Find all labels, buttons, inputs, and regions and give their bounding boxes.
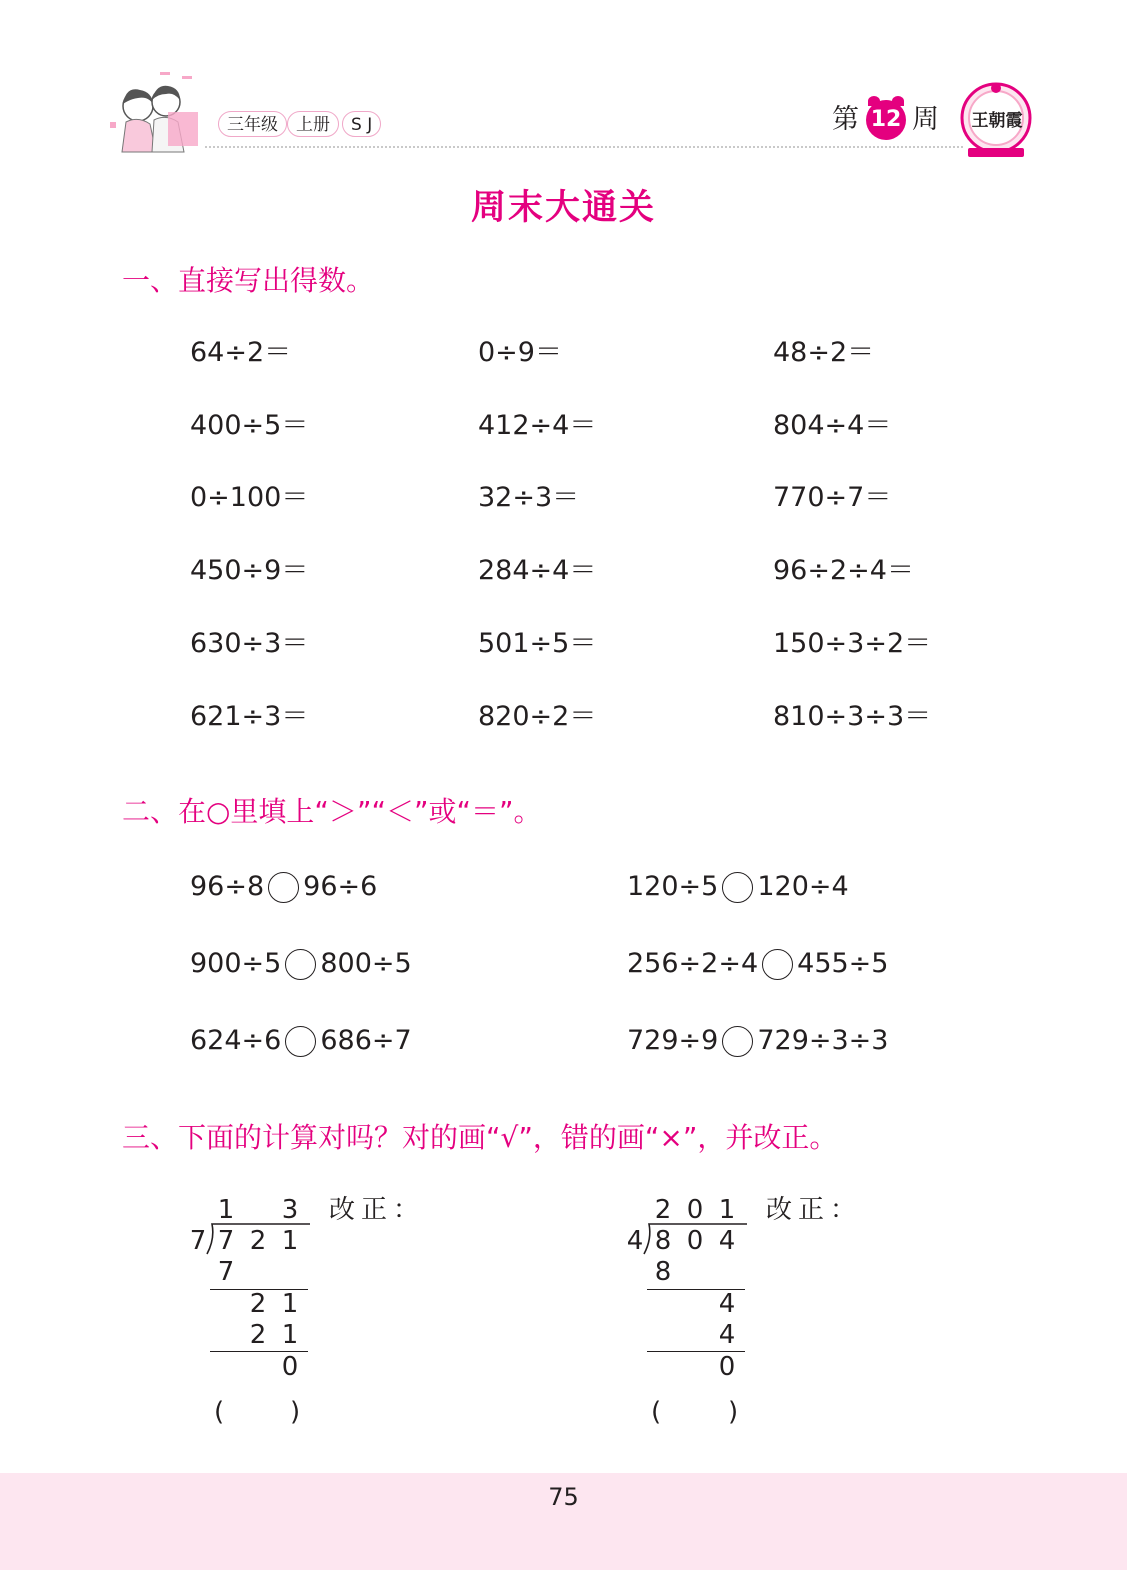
step-digit: 2: [249, 1320, 267, 1350]
answer-paren-close: ): [728, 1397, 739, 1427]
answer-circle[interactable]: [268, 872, 299, 903]
answer-circle[interactable]: [285, 949, 316, 980]
remainder-digit: 0: [718, 1352, 736, 1382]
answer-circle[interactable]: [762, 949, 793, 980]
expression: 810÷3÷3＝: [773, 701, 932, 732]
expression: 630÷3＝: [190, 628, 309, 659]
judgement-answer-box[interactable]: [232, 1398, 286, 1428]
expression: 64÷2＝: [190, 337, 292, 368]
expression: 501÷5＝: [478, 628, 597, 659]
week-number: 12: [870, 107, 902, 132]
children-illustration: [108, 72, 204, 156]
quotient-digit: 3: [281, 1195, 299, 1225]
dividend-digit: 7: [217, 1226, 235, 1256]
remainder-digit: 0: [281, 1352, 299, 1382]
logo-text: 王朝霞: [971, 111, 1023, 131]
quotient-digit: 1: [217, 1195, 235, 1225]
edition-tag: S J: [342, 111, 381, 137]
step-digit: 4: [718, 1289, 736, 1319]
expression: 0÷100＝: [190, 482, 309, 513]
dividend-digit: 2: [249, 1226, 267, 1256]
week-number-badge: [866, 100, 906, 140]
quotient-digit: 0: [686, 1195, 704, 1225]
correction-label: 改正：: [766, 1195, 863, 1225]
comparison-item: [190, 869, 377, 905]
long-division-2: [623, 1194, 753, 1394]
section3-heading: 三、下面的计算对吗？对的画“√”，错的画“×”，并改正。: [122, 1121, 838, 1154]
judgement-answer-box[interactable]: [669, 1398, 723, 1428]
dividend-digit: 4: [718, 1226, 736, 1256]
answer-paren-open: (: [651, 1397, 662, 1427]
step-digit: 4: [718, 1320, 736, 1350]
section1-heading: 一、直接写出得数。: [122, 264, 375, 297]
week-suffix: 周: [912, 104, 939, 135]
comparison-right: 800÷5: [320, 948, 412, 979]
expression: 450÷9＝: [190, 555, 309, 586]
expression: 284÷4＝: [478, 555, 597, 586]
comparison-right: 686÷7: [320, 1025, 412, 1056]
step-digit: 8: [654, 1257, 672, 1287]
step-digit: 7: [217, 1257, 235, 1287]
dividend-digit: 1: [281, 1226, 299, 1256]
expression: 804÷4＝: [773, 410, 892, 441]
divisor: 4: [626, 1226, 644, 1256]
quotient-digit: 2: [654, 1195, 672, 1225]
long-division-1: [186, 1194, 316, 1394]
comparison-item: [627, 946, 888, 982]
correction-label: 改正：: [329, 1195, 426, 1225]
week-prefix: 第: [832, 104, 859, 135]
comparison-left: 256÷2÷4: [627, 948, 759, 979]
expression: 96÷2÷4＝: [773, 555, 914, 586]
quotient-digit: 1: [718, 1195, 736, 1225]
answer-circle[interactable]: [285, 1026, 316, 1057]
answer-circle[interactable]: [722, 872, 753, 903]
comparison-left: 624÷6: [190, 1025, 282, 1056]
dividend-digit: 0: [686, 1226, 704, 1256]
comparison-left: 729÷9: [627, 1025, 719, 1056]
expression: 412÷4＝: [478, 410, 597, 441]
step-digit: 1: [281, 1320, 299, 1350]
comparison-left: 96÷8: [190, 871, 265, 902]
expression: 621÷3＝: [190, 701, 309, 732]
comparison-right: 455÷5: [797, 948, 889, 979]
comparison-right: 120÷4: [757, 871, 849, 902]
expression: 48÷2＝: [773, 337, 875, 368]
expression: 770÷7＝: [773, 482, 892, 513]
answer-paren-open: (: [214, 1397, 225, 1427]
comparison-item: [190, 1023, 412, 1059]
header-divider: [205, 146, 963, 148]
comparison-item: [627, 1023, 888, 1059]
expression: 0÷9＝: [478, 337, 562, 368]
expression: 820÷2＝: [478, 701, 597, 732]
expression: 400÷5＝: [190, 410, 309, 441]
page-number: 75: [548, 1483, 579, 1511]
comparison-right: 729÷3÷3: [757, 1025, 889, 1056]
expression: 32÷3＝: [478, 482, 580, 513]
comparison-item: [627, 869, 849, 905]
brand-logo: [958, 78, 1036, 160]
divisor: 7: [189, 1226, 207, 1256]
comparison-left: 900÷5: [190, 948, 282, 979]
comparison-left: 120÷5: [627, 871, 719, 902]
comparison-item: [190, 946, 412, 982]
step-digit: 1: [281, 1289, 299, 1319]
answer-circle[interactable]: [722, 1026, 753, 1057]
page-title: 周末大通关: [470, 188, 656, 228]
volume-tag: 上册: [287, 111, 339, 137]
comparison-right: 96÷6: [303, 871, 378, 902]
step-digit: 2: [249, 1289, 267, 1319]
expression: 150÷3÷2＝: [773, 628, 932, 659]
section2-heading: 二、在○里填上“＞”“＜”或“＝”。: [122, 795, 542, 828]
dividend-digit: 8: [654, 1226, 672, 1256]
answer-paren-close: ): [290, 1397, 301, 1427]
grade-tag: 三年级: [218, 111, 287, 137]
